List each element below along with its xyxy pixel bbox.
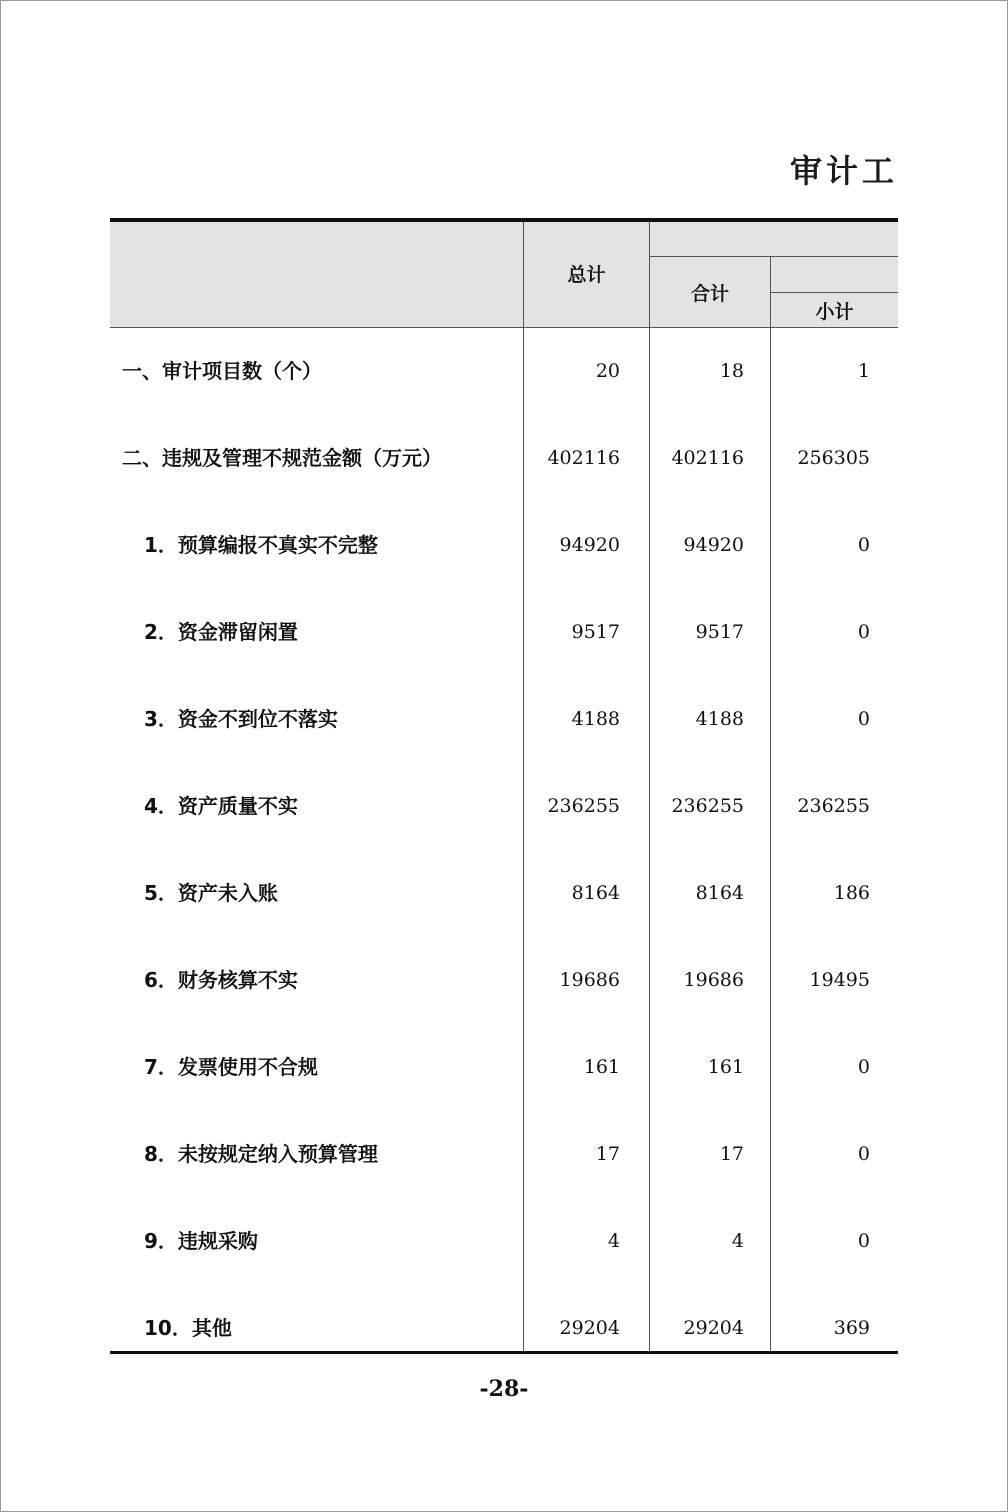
cell-subtotal: 1 [857, 360, 870, 382]
cell-sum: 4 [731, 1230, 744, 1252]
table-row [110, 676, 898, 763]
row-label: 10．其他 [144, 1316, 232, 1340]
row-label: 4．资产质量不实 [144, 794, 298, 818]
cell-sum: 17 [719, 1143, 744, 1165]
cell-subtotal: 236255 [797, 795, 870, 817]
cell-total: 94920 [559, 534, 620, 556]
cell-sum: 9517 [695, 621, 744, 643]
table-row [110, 328, 898, 415]
cell-sum: 94920 [683, 534, 744, 556]
table-row [110, 589, 898, 676]
cell-subtotal: 0 [857, 1230, 870, 1252]
page-number: -28- [479, 1376, 529, 1402]
cell-sum: 19686 [683, 969, 744, 991]
row-label: 8．未按规定纳入预算管理 [144, 1142, 378, 1166]
cell-subtotal: 369 [833, 1317, 870, 1339]
page-title: 审计工 [789, 152, 898, 190]
table-row [110, 1024, 898, 1111]
cell-subtotal: 186 [833, 882, 870, 904]
cell-subtotal: 0 [857, 708, 870, 730]
header-total: 总计 [567, 264, 606, 286]
row-label: 5．资产未入账 [144, 881, 278, 905]
header-line-level2 [770, 292, 898, 293]
row-label: 二、违规及管理不规范金额（万元） [122, 446, 442, 470]
table-bottom-rule [110, 1351, 898, 1354]
cell-total: 9517 [571, 621, 620, 643]
cell-sum: 18 [719, 360, 744, 382]
cell-subtotal: 0 [857, 534, 870, 556]
table-row [110, 1111, 898, 1198]
cell-subtotal: 19495 [809, 969, 870, 991]
cell-sum: 8164 [695, 882, 744, 904]
cell-total: 8164 [571, 882, 620, 904]
row-label: 一、审计项目数（个） [122, 359, 322, 383]
cell-total: 4188 [571, 708, 620, 730]
row-label: 3．资金不到位不落实 [144, 707, 338, 731]
header-sum: 合计 [690, 283, 729, 305]
table-row [110, 415, 898, 502]
cell-subtotal: 256305 [797, 447, 870, 469]
cell-total: 17 [595, 1143, 620, 1165]
cell-total: 20 [595, 360, 620, 382]
table-row [110, 850, 898, 937]
cell-subtotal: 0 [857, 1143, 870, 1165]
audit-table [110, 218, 898, 1354]
cell-total: 161 [583, 1056, 620, 1078]
cell-subtotal: 0 [857, 621, 870, 643]
header-line-level1 [649, 256, 898, 257]
row-label: 2．资金滞留闲置 [144, 620, 298, 644]
cell-total: 402116 [547, 447, 620, 469]
cell-sum: 236255 [671, 795, 744, 817]
table-row [110, 937, 898, 1024]
table-row [110, 1285, 898, 1372]
row-label: 6．财务核算不实 [144, 968, 298, 992]
cell-total: 19686 [559, 969, 620, 991]
cell-sum: 29204 [683, 1317, 744, 1339]
cell-total: 4 [607, 1230, 620, 1252]
table-row [110, 1198, 898, 1285]
cell-total: 29204 [559, 1317, 620, 1339]
header-subtotal: 小计 [815, 301, 854, 323]
row-label: 9．违规采购 [144, 1229, 258, 1253]
cell-sum: 402116 [671, 447, 744, 469]
cell-sum: 161 [707, 1056, 744, 1078]
row-label: 1．预算编报不真实不完整 [144, 533, 378, 557]
table-row [110, 502, 898, 589]
table-row [110, 763, 898, 850]
table-top-rule [110, 218, 898, 222]
row-label: 7．发票使用不合规 [144, 1055, 318, 1079]
cell-subtotal: 0 [857, 1056, 870, 1078]
cell-sum: 4188 [695, 708, 744, 730]
cell-total: 236255 [547, 795, 620, 817]
